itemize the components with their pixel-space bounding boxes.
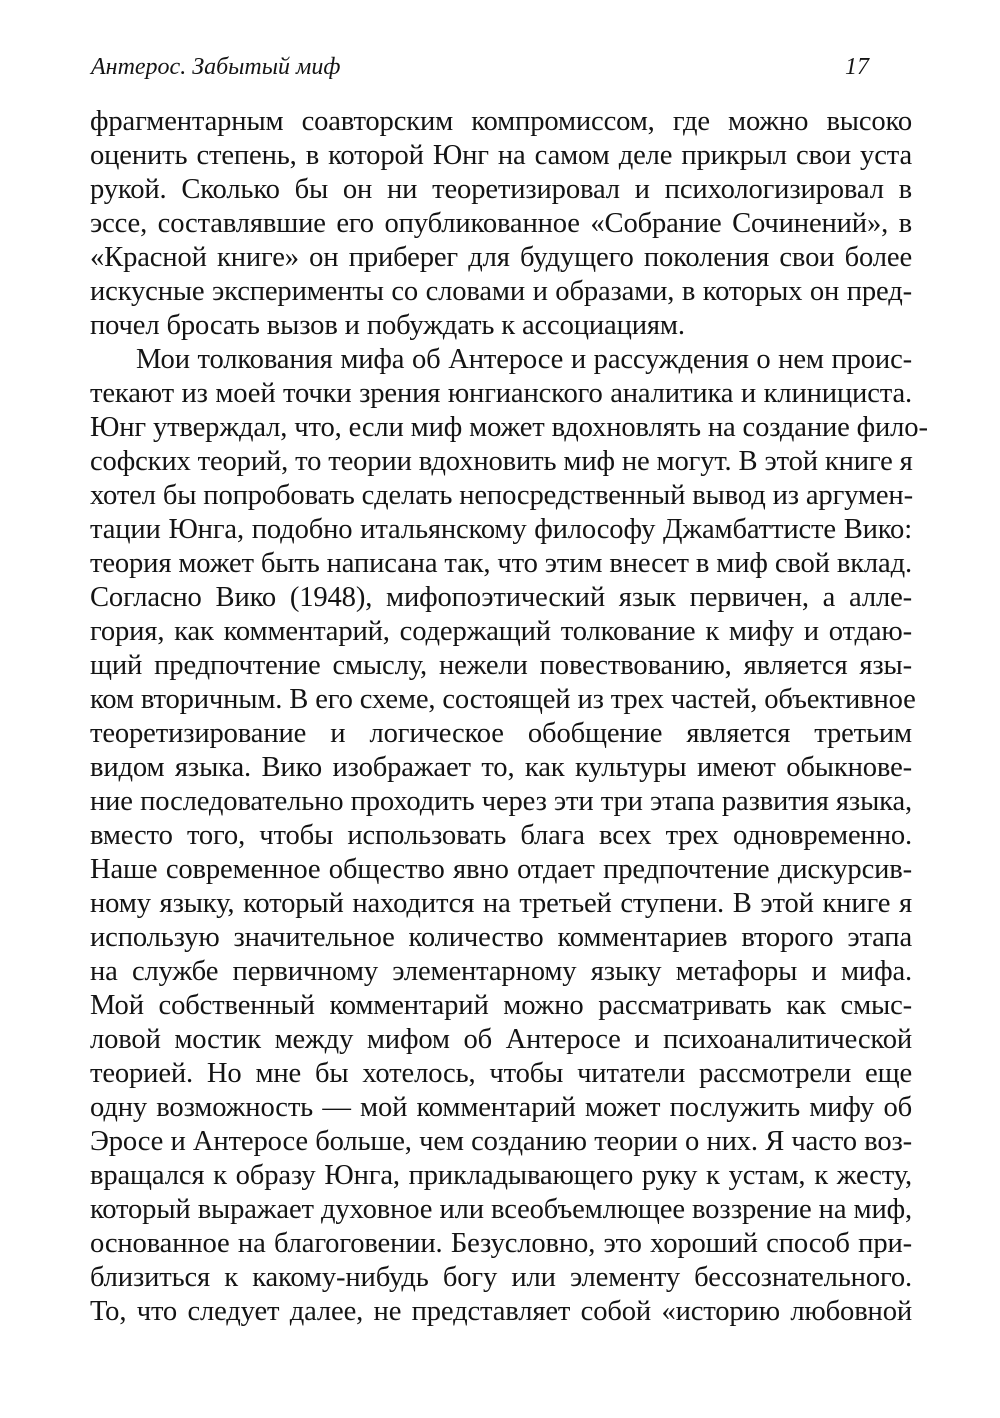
- paragraph: [90, 105, 912, 343]
- text-line: Согласно Вико (1948), мифопоэтический язык первичен, а алле-: [90, 582, 912, 613]
- text-line: гория, как комментарий, содержащий толкование к мифу и отдаю-: [90, 616, 912, 647]
- text-line: на службе первичному элементарному языку метафоры и мифа.: [90, 956, 912, 987]
- paragraph: [90, 343, 928, 1329]
- text-line: Эросе и Антеросе больше, чем созданию теории о них. Я часто воз-: [90, 1126, 912, 1157]
- text-line: искусные эксперименты со словами и образами, в которых он пред-: [90, 276, 912, 307]
- text-line: Мои толкования мифа об Антеросе и рассуждения о нем проис-: [136, 344, 912, 375]
- text-line: софских теорий, то теории вдохновить миф не могут. В этой книге я: [90, 446, 913, 477]
- text-line: одну возможность — мой комментарий может послужить мифу об: [90, 1092, 912, 1123]
- text-line: который выражает духовное или всеобъемлющее воззрение на миф,: [90, 1194, 912, 1225]
- text-line: рукой. Сколько бы он ни теоретизировал и психологизировал в: [90, 174, 912, 205]
- text-line: фрагментарным соавторским компромиссом, где можно высоко: [90, 106, 912, 137]
- text-line: тации Юнга, подобно итальянскому философу Джамбаттисте Вико:: [90, 514, 912, 545]
- text-line: использую значительное количество комментариев второго этапа: [90, 922, 912, 953]
- text-line: То, что следует далее, не представляет собой «историю любовной: [90, 1296, 912, 1327]
- text-line: теоретизирование и логическое обобщение является третьим: [90, 718, 912, 749]
- text-line: Наше современное общество явно отдает предпочтение дискурсив-: [90, 854, 912, 885]
- text-line: текают из моей точки зрения юнгианского аналитика и клинициста.: [90, 378, 912, 409]
- text-line: оценить степень, в которой Юнг на самом деле прикрыл свои уста: [90, 140, 912, 171]
- text-line: вращался к образу Юнга, прикладывающего руку к устам, к жесту,: [90, 1160, 912, 1191]
- text-line: основанное на благоговении. Безусловно, это хороший способ при-: [90, 1228, 912, 1259]
- text-line: ловой мостик между мифом об Антеросе и психоаналитической: [90, 1024, 912, 1055]
- text-line: ние последовательно проходить через эти три этапа развития языка,: [90, 786, 912, 817]
- text-line: ному языку, который находится на третьей ступени. В этой книге я: [90, 888, 912, 919]
- text-line: теория может быть написана так, что этим внесет в миф свой вклад.: [90, 548, 912, 579]
- body-text: [90, 105, 928, 1329]
- text-line: Юнг утверждал, что, если миф может вдохновлять на создание фило-: [90, 412, 928, 443]
- text-line: эссе, составлявшие его опубликованное «Собрание Сочинений», в: [90, 208, 912, 239]
- text-line: вместо того, чтобы использовать блага всех трех одновременно.: [90, 820, 912, 851]
- text-line: ком вторичным. В его схеме, состоящей из трех частей, объективное: [90, 684, 916, 715]
- text-line: «Красной книге» он приберег для будущего поколения свои более: [90, 242, 912, 273]
- text-line: почел бросать вызов и побуждать к ассоциациям.: [90, 310, 685, 341]
- text-line: видом языка. Вико изображает то, как культуры имеют обыкнове-: [90, 752, 912, 783]
- text-line: теорией. Но мне бы хотелось, чтобы читатели рассмотрели еще: [90, 1058, 912, 1089]
- text-line: близиться к какому-нибудь богу или элементу бессознательного.: [90, 1262, 912, 1293]
- text-line: хотел бы попробовать сделать непосредственный вывод из аргумен-: [90, 480, 913, 511]
- page-number: 17: [845, 54, 869, 80]
- text-line: щий предпочтение смыслу, нежели повествованию, является язы-: [90, 650, 912, 681]
- running-title: Антерос. Забытый миф: [91, 54, 341, 80]
- running-head: [91, 52, 869, 84]
- text-line: Мой собственный комментарий можно рассматривать как смыс-: [90, 990, 912, 1021]
